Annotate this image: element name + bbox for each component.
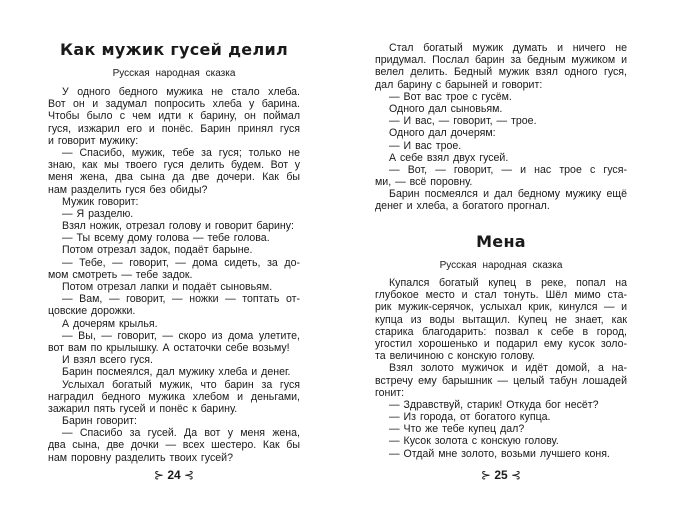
text-line: зажарил пять гусей и понёс к барину. [48,402,238,415]
text-line: А дочерям крылья. [62,317,158,330]
text-line: Стал богатый мужик думать и ничего не [389,42,627,54]
story-text [375,277,627,460]
text-line: старика благодарить: позвал к себе в город, [375,325,627,338]
text-line: Одного дал дочерям: [389,127,496,140]
text-line: Взял ножик, отрезал голову и говорит барину: [62,220,294,233]
text-line: Услыхал богатый мужик, что барин за гуся [62,378,300,391]
text-line: велел делить. Бедный мужик взял одного гуся, [375,66,627,79]
text-line: гуся, изжарил его и понёс. Барин принял гуся [48,122,300,135]
page-number-value: 25 [494,468,508,482]
text-line: Вот он и задумал попросить хлеба у барина. [48,98,300,111]
text-line: — Здравствуй, старик! Откуда бог несёт? [389,398,599,411]
text-line: Потом отрезал задок, подаёт барыне. [62,244,253,257]
text-line: А себе взял двух гусей. [389,151,509,164]
text-line: — Спасибо за гусей. Да вот у меня жена, [62,427,300,440]
story-text [48,86,300,464]
text-line: — Кусок золота с конскую голову. [389,435,559,448]
text-line: цовские дорожки. [48,305,136,318]
text-line: И взял всего гуся. [62,354,153,367]
text-line: гонит: [375,386,405,399]
text-line: — Из города, от богатого купца. [389,411,551,424]
ornament-icon: ⊰ [184,468,195,482]
ornament-icon: ⊱ [153,468,164,482]
text-line: та величиною с конскую голову. [375,350,535,363]
text-line: ми, — всё поровну. [375,176,473,189]
text-line: Потом отрезал лапки и подаёт сыновьям. [62,281,273,293]
text-line: два сына, две дочки — всех шестеро. Как бы [48,439,300,452]
page-number [375,468,627,482]
text-line: — И вас трое. [389,139,462,152]
ornament-icon: ⊰ [511,468,522,482]
text-line: Барин посмеялся и дал бедному мужику ещё [389,188,627,201]
text-line: — Что же тебе купец дал? [389,423,525,436]
text-line: — Я разделю. [62,207,134,220]
text-line: — Отдай мне золото, возьми лучшего коня. [389,447,610,460]
text-line: мом смотреть — тебе задок. [48,268,193,281]
text-line: и говорит мужику: [48,134,139,147]
page-number-value: 24 [167,468,181,482]
story-title: Как мужик гусей делил [59,40,288,59]
text-line: купца из воды вытащил. Купец не знает, как [375,313,627,326]
text-line: — Вот, — говорит, — и нас трое с гуся- [389,163,627,176]
text-line: придумал. Послал барин за бедным мужиком и [375,54,627,67]
text-line: денег и хлеба, а богатого прогнал. [375,200,550,213]
text-line: — Тебе, — говорит, — дома сидеть, за до- [62,256,300,269]
text-line: У одного бедного мужика не стало хлеба. [62,86,300,98]
text-line: угостил хорошенько и подарил ему кусок золо- [375,337,627,350]
text-line: — Ты всему дому голова — тебе голова. [62,232,270,245]
text-line: — И вас, — говорит, — трое. [389,115,537,128]
text-line: рик мужик-серячок, услыхал крик, кинулся — и [375,301,627,314]
text-line: дал барину с барыней и говорит: [375,78,543,91]
text-line: — Вот вас трое с гусём. [389,90,512,103]
text-line: знаю, как мы твоего гуся делить будем. Вот у [48,159,300,172]
text-line: Взял золото мужичок и идёт домой, а на- [389,362,627,375]
text-line: наградил бедного мужика хлебом и деньгами, [48,390,300,403]
text-line: Купался богатый купец в реке, попал на [389,277,627,289]
text-line: — Вы, — говорит, — скоро из дома улетите, [62,329,300,342]
text-line: встречу ему барышник — целый табун лошадей [375,374,627,387]
text-line: меня жена, два сына да две дочери. Как бы [48,171,300,184]
page-right [337,0,674,523]
text-line: Барин посмеялся, дал мужику хлеба и денег. [62,366,291,379]
text-line: Мужик говорит: [62,195,139,208]
text-line: Барин говорит: [62,415,137,428]
story-title: Мена [476,232,526,251]
text-line: глубокое место и стал тонуть. Шёл мимо ста- [375,289,627,302]
text-line: — Спасибо, мужик, тебе за гуся; только не [62,146,300,159]
text-line: нам разделить гуся без обиды? [48,183,208,196]
text-line: Одного дал сыновьям. [389,102,503,115]
page-number [48,468,300,482]
text-line: — Вам, — говорит, — ножки — топтать от- [62,293,300,306]
text-line: нам поровну разделить твоих гусей? [48,451,233,464]
story-subtitle: Русская народная сказка [112,68,236,79]
text-line: Чтобы было с чем идти к барину, он поймал [48,110,300,123]
text-line: вот вам по крылышку. А остаточки себе возьму! [48,341,290,354]
ornament-icon: ⊱ [480,468,491,482]
story-subtitle: Русская народная сказка [439,260,563,271]
story-text-continuation [375,42,627,213]
